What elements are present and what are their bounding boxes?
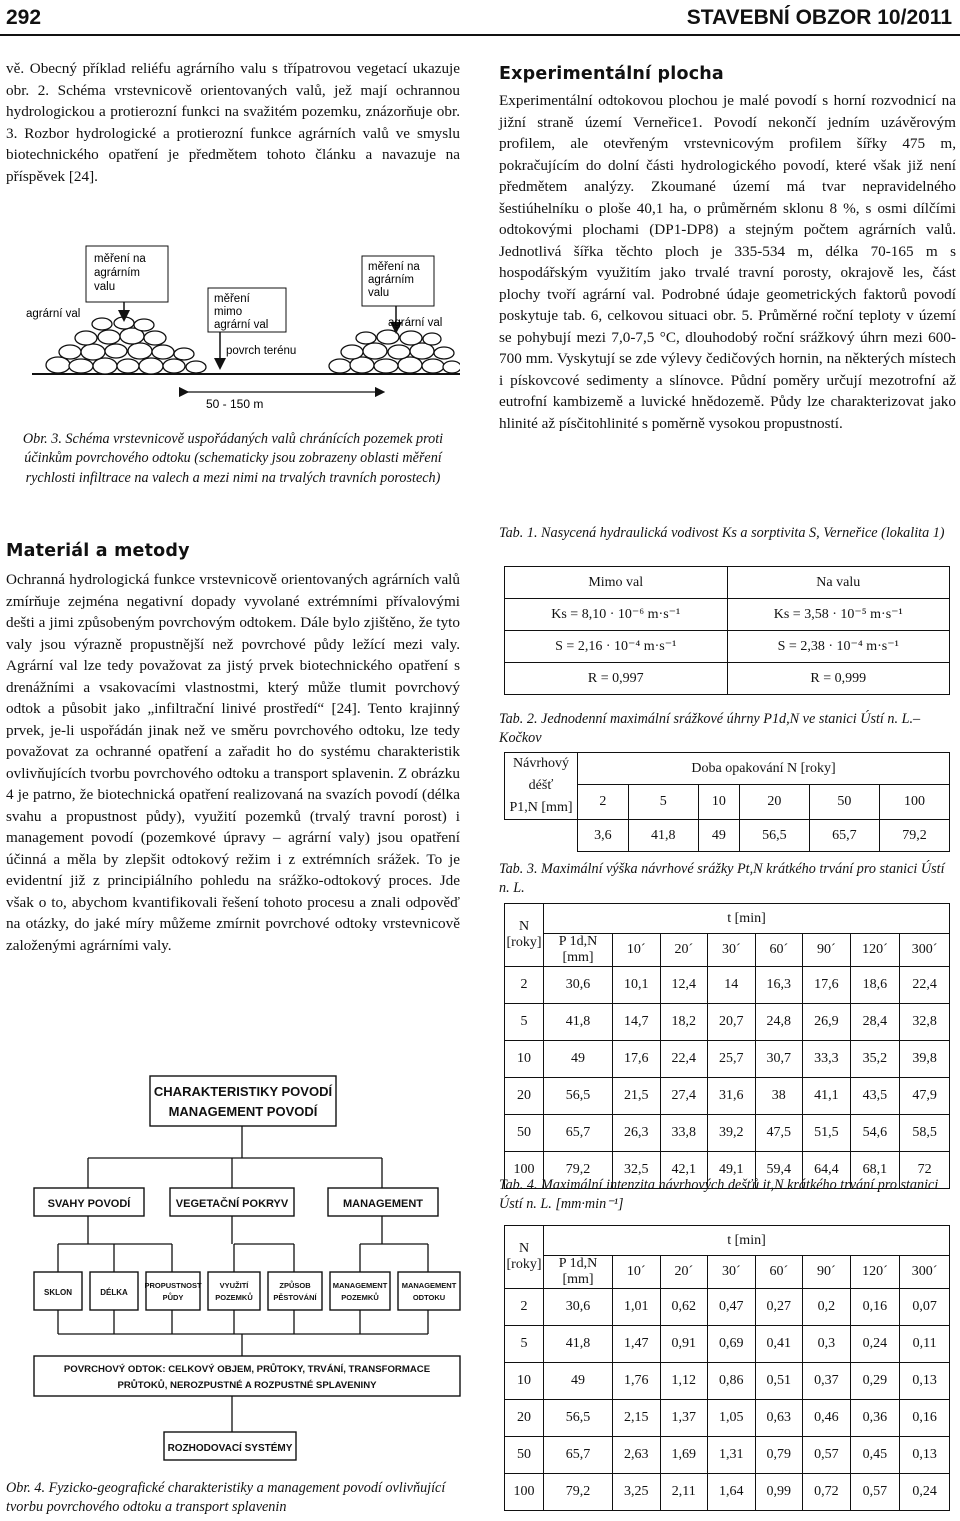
table-cell: 5 [628,785,698,820]
table-cell: 0,72 [803,1474,851,1511]
table-row [505,1041,950,1078]
table-cell: 21,5 [613,1078,661,1115]
table-cell: 1,05 [708,1400,756,1437]
table-cell: 90´ [803,934,851,967]
table-cell: 26,3 [613,1115,661,1152]
table-cell: 51,5 [803,1115,851,1152]
table-cell: 0,63 [755,1400,803,1437]
table-cell: 49 [698,820,739,852]
table-cell: 65,7 [544,1437,613,1474]
table-1-caption: Tab. 1. Nasycená hydraulická vodivost Ks a sorptivita S, Verneřice (lokalita 1) [499,525,945,541]
table-cell: 0,3 [803,1326,851,1363]
table-cell: 65,7 [544,1115,613,1152]
table-1-col-head: Mimo val [505,567,728,599]
fig3-right-wall-label: agrární val [388,317,443,329]
table-cell: 0,62 [660,1289,708,1326]
figure-3-diagram [6,232,460,414]
table-cell: 50 [809,785,879,820]
table-cell: 33,3 [803,1041,851,1078]
table-cell: 0,99 [755,1474,803,1511]
table-2-caption: Tab. 2. Jednodenní maximální srážkové úhrny P1d,N ve stanici Ústí n. L.–Kočkov [499,711,921,747]
table-cell: 79,2 [544,1152,613,1189]
table-cell: 17,6 [803,967,851,1004]
table-cell: 3,25 [613,1474,661,1511]
table-cell: 10´ [613,1256,661,1289]
table-cell: 20´ [660,1256,708,1289]
table-cell: 30,6 [544,1289,613,1326]
fig4-sub-propustnost-2: PŮDY [162,1293,184,1302]
table-row [505,1115,950,1152]
table-2-row-head-1: Návrhový [513,756,569,771]
table-cell: 90´ [803,1256,851,1289]
table-cell: 27,4 [660,1078,708,1115]
table-3-roky: [roky] [506,935,542,950]
fig3-surface-label: povrch terénu [226,345,297,357]
table-row [505,1289,950,1326]
table-cell: 20 [739,785,809,820]
fig4-sub-mgmt-pozemku-1: MANAGEMENT [332,1281,388,1290]
fig4-sub-zpusob-2: PĚSTOVÁNÍ [273,1293,317,1302]
table-cell: 41,8 [628,820,698,852]
table-4-caption: Tab. 4. Maximální intenzita návrhových dešťů it,N krátkého trvání pro stanici Ústí n. L. [mm·min⁻¹] [499,1177,939,1213]
table-cell: 33,8 [660,1115,708,1152]
table-cell: 2 [505,1289,544,1326]
table-cell: 49,1 [708,1152,756,1189]
fig4-runoff-1: POVRCHOVÝ ODTOK: CELKOVÝ OBJEM, PRŮTOKY, TRVÁNÍ, TRANSFORMACE [63,1364,431,1375]
table-row [505,1437,950,1474]
right-agrarian-wall [329,330,460,373]
table-4-caption-block [499,1176,956,1215]
table-2 [504,752,950,852]
table-cell: 0,13 [900,1437,950,1474]
table-4-roky: [roky] [506,1257,542,1272]
fig4-box-pokryv: VEGETAČNÍ POKRYV [175,1198,289,1210]
fig3-label-c1: měření na [368,261,420,273]
table-cell: 2 [578,785,629,820]
table-cell: 0,07 [900,1289,950,1326]
table-cell: 0,79 [755,1437,803,1474]
table-row [505,1078,950,1115]
table-cell: S = 2,38 · 10⁻⁴ m·s⁻¹ [727,631,950,663]
table-cell: 20´ [660,934,708,967]
table-cell: 1,47 [613,1326,661,1363]
table-cell: 30´ [708,934,756,967]
table-cell: 2,15 [613,1400,661,1437]
table-cell: 64,4 [803,1152,851,1189]
table-cell: 1,31 [708,1437,756,1474]
table-4-p-head: P 1d,N [mm] [544,1256,613,1289]
table-cell: 10 [698,785,739,820]
table-cell: 65,7 [809,820,879,852]
table-3-n: N [518,919,530,934]
table-cell: 49 [544,1041,613,1078]
table-cell: 24,8 [755,1004,803,1041]
table-cell: 41,1 [803,1078,851,1115]
table-cell: 14 [708,967,756,1004]
table-2-row-head-2: déšť [528,778,554,793]
table-cell: 1,01 [613,1289,661,1326]
header-rule [0,34,960,36]
fig4-sub-delka: DÉLKA [100,1288,128,1297]
table-cell: 10 [505,1041,544,1078]
intro-paragraph: vě. Obecný příklad reliéfu agrárního valu s třípatrovou vegetací ukazuje obr. 2. Schéma vrstevnicově orientovaných valů, jež mají ochrannou hydrologickou a protierozní funkci na svažitém pozemku, znázorňuje obr. 3. Rozbor hydrologické a protierozní funkce agrárních valů ve smyslu biotechnického opatření je předmětem tohoto článku a navazuje na příspěvek [24]. [6,60,460,185]
table-cell: 39,8 [900,1041,950,1078]
table-cell: 47,5 [755,1115,803,1152]
figure-4-caption: Obr. 4. Fyzicko-geografické charakteristiky a management povodí ovlivňující tvorbu povrchového odtoku a transport splavenin [6,1480,446,1516]
table-cell: 18,6 [850,967,900,1004]
table-cell: 20 [505,1400,544,1437]
table-row [505,1474,950,1511]
table-row [505,1004,950,1041]
table-cell: 1,37 [660,1400,708,1437]
table-cell: 50 [505,1437,544,1474]
table-cell: 31,6 [708,1078,756,1115]
table-row [505,1326,950,1363]
table-cell: 60´ [755,934,803,967]
table-cell: 39,2 [708,1115,756,1152]
table-row [505,967,950,1004]
fig4-sub-vyuziti-2: POZEMKŮ [215,1293,253,1302]
table-cell: Ks = 8,10 · 10⁻⁶ m·s⁻¹ [505,599,728,631]
fig4-box-svahy: SVAHY POVODÍ [47,1198,131,1210]
table-cell: 28,4 [850,1004,900,1041]
fig3-label-c2: agrárním [368,274,415,286]
table-cell: 0,2 [803,1289,851,1326]
fig4-sub-zpusob-1: ZPŮSOB [279,1281,311,1290]
table-cell: 10´ [613,934,661,967]
table-cell: 79,2 [544,1474,613,1511]
table-cell: S = 2,16 · 10⁻⁴ m·s⁻¹ [505,631,728,663]
table-cell: 2 [505,967,544,1004]
table-cell: 18,2 [660,1004,708,1041]
table-4 [504,1225,950,1511]
fig3-distance-label: 50 - 150 m [206,397,264,411]
table-cell: 0,46 [803,1400,851,1437]
table-cell: 50 [505,1115,544,1152]
table-cell: 1,12 [660,1363,708,1400]
fig4-title-1: CHARAKTERISTIKY POVODÍ [153,1084,333,1099]
fig4-sub-sklon: SKLON [44,1288,72,1297]
table-cell: 41,8 [544,1004,613,1041]
table-cell: 30,6 [544,967,613,1004]
table-cell-empty [505,820,578,852]
table-cell: 25,7 [708,1041,756,1078]
table-cell: 56,5 [544,1078,613,1115]
table-cell: 0,57 [850,1474,900,1511]
table-cell: 0,27 [755,1289,803,1326]
table-cell: 0,16 [850,1289,900,1326]
experimental-paragraph: Experimentální odtokovou plochou je malé povodí s horní rozvodnicí na jižní straně území Verneřice1. Povodí nekončí jedním uzávěrovým profilem, ale otevřeným vrstevnicovým profilem šířky 475 m, pokračujícím do dolní části hydrologického povodí, které však již není předmětem analýzy. Zkoumané území má tvar nepravidelného šestiúhelníku o ploše 40,1 ha, o průměrném sklonu 8 %, s osmi dílčími odtokovými plochami (DP1-DP8) a stejným počtem agrárních valů. Jednotlivá šířka těchto ploch je 335-534 m, délka 70-165 m s hospodářským využitím jako trvalé travní porosty, okrajově les, část plochy tvoří agrární val. Podrobné údaje geometrických faktorů povodí poskytuje tab. 6, celkovou situaci obr. 5. Průměrné roční teploty v území se pohybují mezi 7,0-7,5 °C, dlouhodobý roční srážkový úhrn mezi 600-700 mm. Vyskytují se zde výlevy čedičových hornin, na některých místech i pískovcové sedimenty a slínovce. Půdní poměry určují mezotrofní až eutrofní kambizemě a luvické hnědozemě. Půdy lze charakterizovat jako hlinité až písčitohlinité s poměrně vysokou propustností. [499,92,956,432]
table-cell: 38 [755,1078,803,1115]
table-cell: 0,86 [708,1363,756,1400]
table-cell: 5 [505,1004,544,1041]
materials-section [6,541,460,956]
fig4-sub-mgmt-odtoku-2: ODTOKU [412,1293,446,1302]
table-3 [504,903,950,1189]
fig4-sub-mgmt-pozemku-2: POZEMKŮ [341,1293,379,1302]
table-cell: 30´ [708,1256,756,1289]
fig3-label-b2: mimo [214,306,243,318]
table-2-group-head: Doba opakování N [roky] [578,753,950,785]
section-heading-experimental: Experimentální plocha [499,64,724,84]
table-cell: 49 [544,1363,613,1400]
table-3-caption: Tab. 3. Maximální výška návrhové srážky Pt,N krátkého trvání pro stanici Ústí n. L. [499,861,945,897]
table-cell: 0,29 [850,1363,900,1400]
table-cell: 100 [879,785,949,820]
page-number: 292 [6,6,42,29]
table-cell: 0,13 [900,1363,950,1400]
table-cell: 56,5 [739,820,809,852]
fig3-label-b1: měření [214,293,250,305]
table-cell: 0,45 [850,1437,900,1474]
fig4-box-management: MANAGEMENT [342,1198,424,1210]
table-cell: 1,76 [613,1363,661,1400]
table-cell: 0,24 [900,1474,950,1511]
fig4-title-2: MANAGEMENT POVODÍ [168,1104,318,1119]
table-cell: 43,5 [850,1078,900,1115]
table-cell: 300´ [900,934,950,967]
figure-3-caption-block [6,430,460,488]
table-3-p-head: P 1d,N [mm] [544,934,613,967]
table-cell: 22,4 [660,1041,708,1078]
table-cell: 59,4 [755,1152,803,1189]
materials-paragraph: Ochranná hydrologická funkce vrstevnicově orientovaných agrárních valů zmírňuje zejména negativní dopady vyvolané extrémními přívalovými dešti a jimi způsobeným povrchovým odtokem. Dále bylo zjištěno, že tyto valy jsou výrazně propustnější než povrchové půdy ležící mezi valy. Agrární val lze tedy považovat za jistý prvek biotechnického opatření s drenážními a vsakovacími vlastnostmi, který může tlumit povrchový odtok a působit jako „infiltrační linivé prostředí“ [24]. Tento krajinný prvek, je-li uspořádán jinak než ve směru povrchového odtoku, lze tedy považovat za ochranné opatření a zařadit ho do systému charakteristik ovlivňujících tvorbu povrchového odtoku a transport splavenin. Z obrázku 4 je patrno, že biotechnická opatření realizovaná na svazích povodí (délka svahu a propustnost půdy), využití pozemků (trvalý travní porost) i management povodí (pozemkové úpravy – agrární valy) jsou opatření účinná a měla by zlepšit odtokový režim i z extrémních srážek. To je evidentní již z principiálního pohledu na srážko-odtokový proces. Jde však o to, abychom kvantifikovali řešení tohoto procesu a znali odpověď na otázky, do jaké míry můžeme zmírnit povrchové odtoky vrstevnicově založenými agrárními valy. [6,571,460,954]
table-cell: 72 [900,1152,950,1189]
table-cell: 0,69 [708,1326,756,1363]
table-2-row-head [505,753,578,820]
table-cell: 54,6 [850,1115,900,1152]
table-cell: 60´ [755,1256,803,1289]
table-3-t-head: t [min] [544,904,950,934]
table-2-row-head-3: P1,N [mm] [509,800,573,815]
table-cell: 0,16 [900,1400,950,1437]
fig3-label-a2: agrárním [94,267,141,279]
section-heading-materials: Materiál a metody [6,541,190,561]
table-cell: 300´ [900,1256,950,1289]
table-cell: 10 [505,1363,544,1400]
table-cell: 0,91 [660,1326,708,1363]
table-4-n: N [518,1241,530,1256]
table-cell: 20 [505,1078,544,1115]
fig3-label-a1: měření na [94,253,146,265]
table-cell: 2,11 [660,1474,708,1511]
table-cell: 12,4 [660,967,708,1004]
figure-4-diagram [32,1074,462,1476]
table-4-t-head: t [min] [544,1226,950,1256]
fig4-runoff-2: PRŮTOKŮ, NEROZPUSTNÉ A ROZPUSTNÉ SPLAVENINY [117,1380,377,1391]
table-1-col-head: Na valu [727,567,950,599]
table-cell: 32,5 [613,1152,661,1189]
table-cell: 120´ [850,934,900,967]
table-cell: 41,8 [544,1326,613,1363]
table-cell: 0,41 [755,1326,803,1363]
table-cell: 14,7 [613,1004,661,1041]
table-cell: 0,47 [708,1289,756,1326]
figure-3-caption: Obr. 3. Schéma vrstevnicově uspořádaných valů chránících pozemek proti účinkům povrchového odtoku (schematicky jsou zobrazeny oblasti měření rychlosti infiltrace na valech a mezi nimi na trvalých travních porostech) [22,431,444,486]
table-cell: 0,37 [803,1363,851,1400]
left-agrarian-wall [46,317,206,374]
journal-title: STAVEBNÍ OBZOR 10/2011 [686,6,952,29]
table-cell: 120´ [850,1256,900,1289]
table-cell: 3,6 [578,820,629,852]
table-cell: 1,69 [660,1437,708,1474]
fig3-label-a3: valu [94,281,116,293]
table-cell: 47,9 [900,1078,950,1115]
table-row [505,1363,950,1400]
table-4-n-head [505,1226,544,1289]
fig3-left-wall-label: agrární val [26,308,81,320]
figure-4-caption-block [6,1479,460,1518]
table-1 [504,566,950,695]
fig3-label-c3: valu [368,287,390,299]
table-cell: 58,5 [900,1115,950,1152]
page-header [0,0,960,34]
table-cell: Ks = 3,58 · 10⁻⁵ m·s⁻¹ [727,599,950,631]
table-cell: 32,8 [900,1004,950,1041]
table-cell: 100 [505,1474,544,1511]
table-cell: 1,64 [708,1474,756,1511]
table-cell: 10,1 [613,967,661,1004]
fig4-sub-propustnost-1: PROPUSTNOST [144,1281,202,1290]
table-2-caption-block [499,710,956,749]
fig3-label-b3: agrární val [214,319,269,331]
table-cell: 56,5 [544,1400,613,1437]
table-cell: 35,2 [850,1041,900,1078]
right-column [499,64,956,434]
fig4-decision-systems: ROZHODOVACÍ SYSTÉMY [167,1443,293,1454]
table-cell: 26,9 [803,1004,851,1041]
table-cell: 0,51 [755,1363,803,1400]
fig4-sub-vyuziti-1: VYUŽITÍ [219,1281,249,1290]
table-cell: R = 0,997 [505,663,728,695]
table-cell: 2,63 [613,1437,661,1474]
table-cell: 0,24 [850,1326,900,1363]
fig4-sub-mgmt-odtoku-1: MANAGEMENT [401,1281,457,1290]
table-cell: 20,7 [708,1004,756,1041]
left-column [6,58,460,187]
table-cell: R = 0,999 [727,663,950,695]
table-cell: 16,3 [755,967,803,1004]
table-cell: 5 [505,1326,544,1363]
table-cell: 22,4 [900,967,950,1004]
table-cell: 0,36 [850,1400,900,1437]
table-cell: 0,57 [803,1437,851,1474]
table-cell: 100 [505,1152,544,1189]
table-3-n-head [505,904,544,967]
table-1-caption-block [499,524,956,543]
table-row [505,1400,950,1437]
table-3-caption-block [499,860,956,899]
table-cell: 68,1 [850,1152,900,1189]
table-cell: 17,6 [613,1041,661,1078]
table-cell: 42,1 [660,1152,708,1189]
table-cell: 30,7 [755,1041,803,1078]
table-cell: 0,11 [900,1326,950,1363]
table-cell: 79,2 [879,820,949,852]
